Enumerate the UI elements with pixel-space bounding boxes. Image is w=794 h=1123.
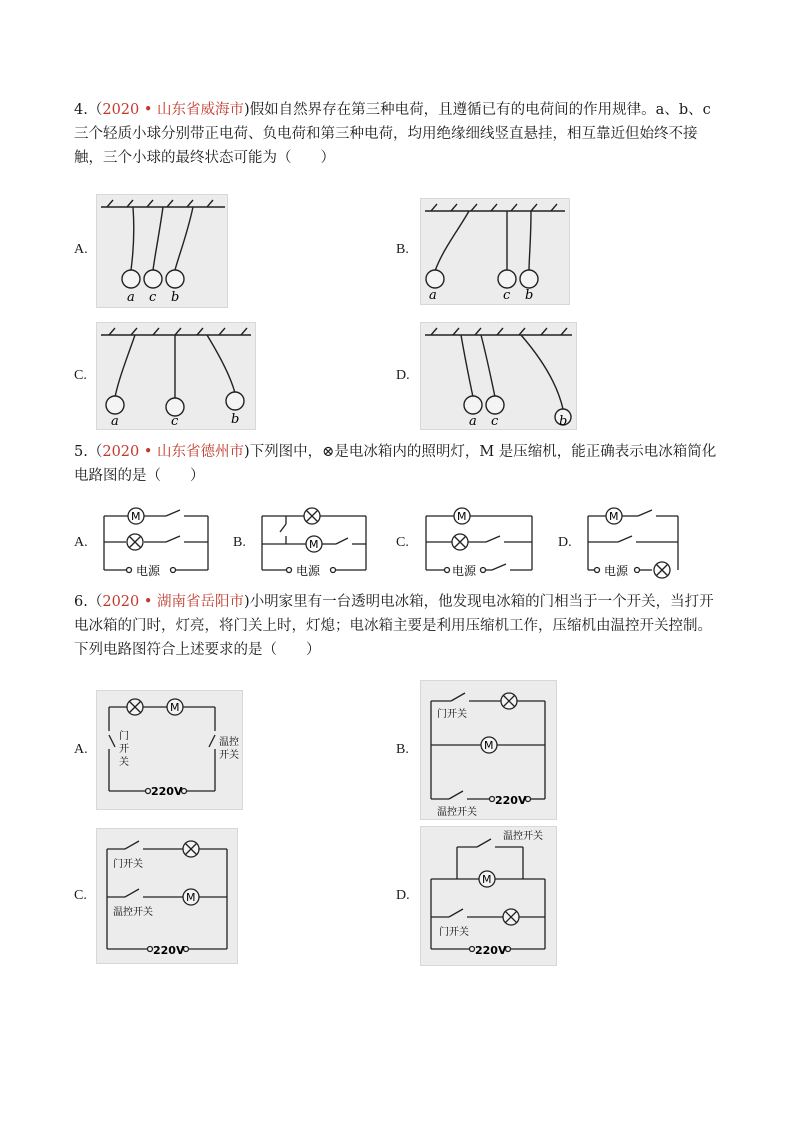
temp-switch-label-1: 温控 xyxy=(219,737,239,748)
motor-label: M xyxy=(186,891,196,904)
q5-circuit-c xyxy=(420,504,540,580)
option-d-label: D. xyxy=(396,368,410,383)
question-4: 4.（2020 • 山东省威海市)假如自然界存在第三种电荷，且遵循已有的电荷间的作用规律。a、b、c 三个轻质小球分别带正电荷、负电荷和第三种电荷，均用绝缘细线竖直悬挂，相互靠近但始终不接触，三个小球的最终状态可能为（ ） xyxy=(74,102,711,166)
q6-circuit-a xyxy=(96,690,243,810)
temp-switch-label: 温控开关 xyxy=(113,907,153,918)
ball-label-c: c xyxy=(149,290,157,305)
question-number: 6. xyxy=(74,594,88,610)
door-switch-label: 门开关 xyxy=(113,859,143,870)
ball-label-a: a xyxy=(429,288,437,303)
option-b-label: B. xyxy=(233,535,246,550)
question-text: 下列图中，⊗是电冰箱内的照明灯，M 是压缩机，能正确表示电冰箱简化电路图的是（ ） xyxy=(74,444,717,484)
temp-switch-label: 温控开关 xyxy=(437,807,477,818)
ball-label-b: b xyxy=(559,414,568,429)
motor-label: M xyxy=(170,701,180,714)
door-switch-label: 门开关 xyxy=(437,709,467,720)
q4-figure-d xyxy=(420,322,577,430)
ball-label-b: b xyxy=(171,290,180,305)
question-text: 假如自然界存在第三种电荷，且遵循已有的电荷间的作用规律。a、b、c 三个轻质小球分别带正电荷、负电荷和第三种电荷，均用绝缘细线竖直悬挂，相互靠近但始终不接触，三个小球的最终状态可能为（ ） xyxy=(74,102,711,166)
question-source: 2020 • 山东省德州市 xyxy=(102,444,245,460)
q5-circuit-a xyxy=(96,504,216,580)
ball-label-c: c xyxy=(491,414,499,429)
question-5: 5.（2020 • 山东省德州市)下列图中，⊗是电冰箱内的照明灯，M 是压缩机，能正确表示电冰箱简化电路图的是（ ） xyxy=(74,444,717,484)
temp-switch-label-2: 开关 xyxy=(219,750,239,761)
option-c-label: C. xyxy=(74,888,87,903)
door-switch-label-3: 关 xyxy=(119,757,129,768)
option-b-label: B. xyxy=(396,742,409,757)
q5-circuit-b xyxy=(256,504,374,580)
question-text: 小明家里有一台透明电冰箱，他发现电冰箱的门相当于一个开关，当打开电冰箱的门时，灯亮，将门关上时，灯熄；电冰箱主要是利用压缩机工作，压缩机由温控开关控制。下列电路图符合上述要求的是（ ） xyxy=(74,594,714,658)
voltage-label: 220V xyxy=(151,785,183,798)
motor-label: M xyxy=(457,510,467,523)
power-label: 电源 xyxy=(604,564,629,578)
q6-circuit-b xyxy=(420,680,557,820)
option-a-label: A. xyxy=(74,742,88,757)
motor-label: M xyxy=(609,510,619,523)
motor-label: M xyxy=(131,510,141,523)
door-switch-label-2: 开 xyxy=(119,744,129,755)
option-d-label: D. xyxy=(396,888,410,903)
ball-label-a: a xyxy=(469,414,477,429)
q4-figure-a xyxy=(96,194,228,308)
ball-label-c: c xyxy=(171,414,179,429)
option-d-label: D. xyxy=(558,535,572,550)
option-b-label: B. xyxy=(396,242,409,257)
option-a-label: A. xyxy=(74,242,88,257)
option-c-label: C. xyxy=(74,368,87,383)
q4-figure-b xyxy=(420,198,570,305)
option-c-label: C. xyxy=(396,535,409,550)
motor-label: M xyxy=(484,739,494,752)
question-source: 2020 • 山东省威海市 xyxy=(102,102,245,118)
question-source: 2020 • 湖南省岳阳市 xyxy=(102,594,245,610)
motor-label: M xyxy=(482,873,492,886)
question-6: 6.（2020 • 湖南省岳阳市)小明家里有一台透明电冰箱，他发现电冰箱的门相当于一个开关，当打开电冰箱的门时，灯亮，将门关上时，灯熄；电冰箱主要是利用压缩机工作，压缩机由温控开关控制。下列电路图符合上述要求的是（ ） xyxy=(74,594,714,658)
option-a-label: A. xyxy=(74,535,88,550)
motor-label: M xyxy=(309,538,319,551)
q4-figure-c xyxy=(96,322,256,430)
ball-label-c: c xyxy=(503,288,511,303)
voltage-label: 220V xyxy=(495,794,527,807)
ball-label-b: b xyxy=(525,288,534,303)
ball-label-a: a xyxy=(111,414,119,429)
q6-circuit-c xyxy=(96,828,238,964)
q5-circuit-d xyxy=(582,504,684,580)
power-label: 电源 xyxy=(136,564,161,578)
door-switch-label: 门开关 xyxy=(439,927,469,938)
q6-circuit-d xyxy=(420,826,557,966)
power-label: 电源 xyxy=(452,564,477,578)
ball-label-a: a xyxy=(127,290,135,305)
ball-label-b: b xyxy=(231,412,240,427)
temp-switch-label: 温控开关 xyxy=(503,831,543,842)
voltage-label: 220V xyxy=(153,944,185,957)
voltage-label: 220V xyxy=(475,944,507,957)
question-number: 5. xyxy=(74,444,88,460)
power-label: 电源 xyxy=(296,564,321,578)
question-number: 4. xyxy=(74,102,88,118)
door-switch-label-1: 门 xyxy=(119,731,129,742)
